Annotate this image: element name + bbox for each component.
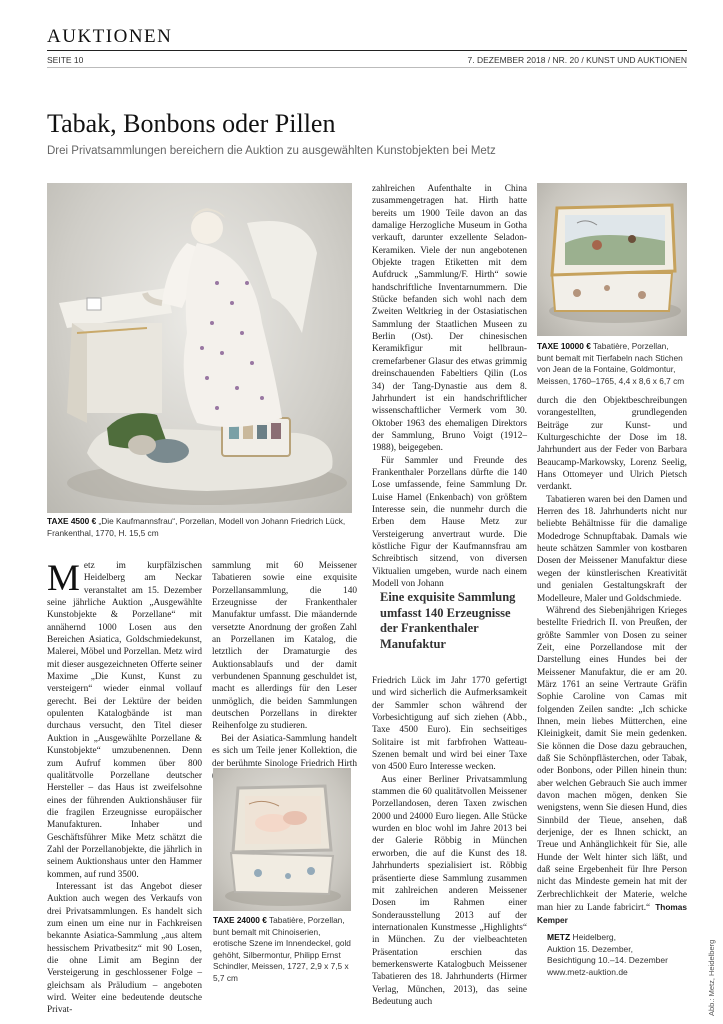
auction-house-name: METZ [547, 932, 571, 942]
figurine-taxe: TAXE 4500 € [47, 516, 97, 526]
article-headline: Tabak, Bonbons oder Pillen [47, 109, 336, 138]
author-byline: Thomas Kemper [537, 902, 687, 926]
masthead-rule [47, 50, 687, 51]
col1-paragraph: Interessant ist das Angebot dieser Auktion auch wegen des Verkaufs von drei Privatsammlungen. Es handelt sich zum einen um eine nur in Fachkreisen bekannte Asiatica-Sammlung „aus altem hessischem Privatbesitz“ mit 90 Losen, die ohne Limit am Beginn der Versteigerung in geschlossener Folge – gleichsam als Präludium – angeboten wird. Weiter eine bedeutende deutsche Privat- [47, 881, 202, 1016]
article-column-3-bottom [372, 675, 527, 1015]
col4-paragraph: durch die den Objektbeschreibungen vorangestellten, grundlegenden Beiträge zur Kunst- und Kulturgeschichte der Dose im 18. Jahrhundert aus der Feder von Barbara Beaucamp-Markowsky, Lorenz Seelig, Hans Ottomeyer und Ulrich Pietsch verdankt. [537, 396, 687, 493]
figurine-caption-text: „Die Kaufmannsfrau“, Porzellan, Modell von Johann Friedrich Lück, Frankenthal, 1770, H. 15,5 cm [47, 516, 346, 538]
snuffbox-fable-photo [537, 183, 687, 336]
col4-paragraph [537, 605, 687, 928]
image-credit: Abb.: Metz, Heidelberg [707, 939, 716, 1016]
page-number: SEITE 10 [47, 55, 84, 65]
auction-date: Auktion 15. Dezember, [547, 943, 633, 954]
auction-website[interactable]: www.metz-auktion.de [547, 966, 628, 977]
article-column-2 [212, 560, 357, 769]
col3-paragraph: Friedrich Lück im Jahr 1770 gefertigt und wird sicherlich die Aufmerksamkeit der Sammler schon während der Vorbesichtigung auf sich ziehen (Abb., Taxe 4500 Euro). Ein sechseitiges Solitaire ist mit farbfrohen Watteau-Szenen bemalt und wird bei einer Taxe von 4500 Euro Interesse wecken. [372, 676, 527, 773]
col2-paragraph: Bei der Asiatica-Sammlung handelt es sich um Teile jener Kollektion, die der berühmte Sinologe Friedrich Hirth [212, 733, 357, 769]
snuffbox-chinoiserie-photo [213, 768, 351, 911]
auction-infobox [547, 932, 697, 978]
auction-house-city: Heidelberg, [572, 932, 616, 942]
col3-paragraph: zahlreichen Aufenthalte in China zusammengetragen hat. Hirth hatte bereits um 1900 Teile davon an das damalige Herzogliche Museum in Gotha verkauft, darunter exzellente Seladon-Keramiken. Viele der nun angebotenen Objekte tragen Etiketten mit dem Aufdruck „Sammlung/F. Hirth“ sowie handschriftliche Inventarnummern. Die Stücke befanden sich wohl nach dem Zweiten Weltkrieg in der Ostasiatischen Sammlung der Staatlichen Museen zu Berlin (Ost). Der chinesischen Keramikfigur mit hellbraun-cremefarbener Glasur des etwas grimmig dreinschauenden Fabeltiers Qilin (Los 34) der Tang-Dynastie aus dem 8. Jahrhundert ist ein handschriftlicher wissenschaftlicher Vermerk vom 30. Oktober 1963 des ehemaligen Direktors der Sammlung, Bruno Voigt (1912–1988), beigegeben. [372, 184, 527, 454]
snuffbox-fable-taxe: TAXE 10000 € [537, 341, 591, 351]
pull-quote: Eine exquisite Sammlung umfasst 140 Erzeugnisse der Frankenthaler Manufaktur [380, 590, 516, 651]
viewing-dates: Besichtigung 10.–14. Dezember [547, 955, 668, 966]
section-masthead: AUKTIONEN [47, 26, 173, 47]
col4-paragraph-text: Während des Siebenjährigen Krieges bestellte Friedrich II. von Preußen, der größte Sammler von Dosen zu seiner Zeit, eine Porzellandose mit der Darstellung eines Hundes bei der Meissener Manufaktur, die er am 20. März 1761 an seine Vertraute Gräfin Sophie Caroline von Camas mit folgenden Zeilen sandte: „Ich schicke Ihnen, mein liebes Mütterchen, eine Kleinigkeit, damit Sie mein gedenken. Sie können die Dose dazu gebrauchen, daß Sie Schönpflästerchen, oder Tabak, oder Bonbons, oder Pillen hinein thun: aber welchen Gebrauch Sie auch immer davon machen mögen, denken Sie wenigstens, wenn Sie diesen Hund, dies Sinnbild der Tieue, ansehen, daß derjenige, der es Ihnen schickt, an Treue und Anhänglichkeit für Sie, alle Hunde der Welt hinter sich läßt, und daß seine Ergebenheit für Ihre Person nicht das Mindeste gemein hat mit der Zerbrechlichkeit der Materie, welche man hier zu Lande fabricirt.“ [537, 605, 687, 914]
snuffbox-chinoiserie-taxe: TAXE 24000 € [213, 915, 267, 925]
snuffbox-chinoiserie-caption [213, 915, 353, 985]
article-column-3-top [372, 183, 527, 589]
dropcap: M [47, 558, 80, 599]
col2-paragraph: sammlung mit 60 Meissener Tabatieren sowie eine exquisite Porzellansammlung, die 140 Erzeugnisse der Frankenthaler Manufaktur umfasst. Die mäandernde versetzte Anordnung der großen Zahl an Porzellanen im Katalog, die letztlich der Dramaturgie des Auktionsablaufs und der damit verbundenen Spannung geschuldet ist, macht es allerdings für den Leser unmöglich, die beiden Sammlungen deutschen Porzellans in direkter Reihenfolge zu studieren. [212, 561, 357, 732]
figurine-photo [47, 183, 352, 513]
snuffbox-fable-caption [537, 341, 687, 387]
article-column-4 [537, 395, 687, 926]
snuffbox-fable-illustration [537, 183, 687, 336]
col3-paragraph: Für Sammler und Freunde des Frankenthaler Porzellans dürfte die 140 Lose umfassende, feine Sammlung Dr. Luise Hamel (Enkenbach) von größtem Interesse sein, die nunmehr durch die Erben dem Hause Metz zur Versteigerung anvertraut wurde. Die köstliche Figur der Kaufmannsfrau am Schreibtisch sitzend, von diversen Viktualien umgeben, wurde nach einem Modell von Johann [372, 455, 527, 589]
figurine-caption [47, 516, 352, 539]
article-subhead: Drei Privatsammlungen bereichern die Auktion zu ausgewählten Kunstobjekten bei Metz [47, 145, 496, 157]
article-column-1 [47, 558, 202, 1016]
snuffbox-chinoiserie-illustration [213, 768, 351, 911]
col4-paragraph: Tabatieren waren bei den Damen und Herren des 18. Jahrhunderts nicht nur beliebte Behältnisse für die damalige Modedroge Schnupftabak. Damals wie heute schätzen Sammler von kostbaren Dosen der Meissener Manufaktur diese wegen der künstlerischen Kreativität und genialen Gestaltungskraft der Modelleure, Maler und Goldschmiede. [537, 494, 687, 604]
snuffbox-chinoiserie-caption-text: Tabatière, Porzellan, bunt bemalt mit Chinoiserien, erotische Szene im Innendeckel, gold gehöht, Silbermontur, Philipp Ernst Schindler, Meissen, 1727, 2,9 x 7,5 x 5,7 cm [213, 915, 351, 983]
snuffbox-fable-caption-text: Tabatière, Porzellan, bunt bemalt mit Tierfabeln nach Stichen von Jean de la Fontaine, Goldmontur, Meissen, 1760–1765, 4,4 x 8,6 x 6,7 cm [537, 341, 685, 386]
header-divider [47, 67, 687, 68]
col1-paragraph: etz im kurpfälzischen Heidelberg am Neckar veranstaltet am 15. Dezember seine jährliche Auktion „Ausgewählte Kunstobjekte & Porzellane“ mit annähernd 1000 Losen aus den Bereichen Asiatica, Goldschmiedekunst, Malerei, Möbel und Porzellan. Metz wird mit dieser ausgezeichneten Offerte seiner Maxime „Die Kunst, Kunst zu versteigern“ wieder einmal vollauf gerecht. Bei der Lektüre der beiden opulenten Katalogbände ist man durchaus versucht, den Titel dieser Auktion in „Ausgewählte Porzellane & Kunstobjekte“ umzubenennen. Denn zum Aufruf kommen über 800 qualitätvolle Porzellane deutscher Hersteller – das Haus ist zweifelsohne eines der führenden Auktionshäuser für die fragilen Erzeugnisse europäischer Manufakturen. Inhaber und Geschäftsführer Mike Metz schätzt die Zahl der Porzellanobjekte, die jährlich in seinem Auktionshaus unter den Hammer kommen, auf rund 3500. [47, 561, 202, 880]
col3-paragraph: Aus einer Berliner Privatsammlung stammen die 60 qualitätvollen Meissener Porzellandosen, deren Taxen zwischen 2000 und 24000 Euro liegen. Alle Stücke wurden en bloc wohl im Jahre 2013 bei der Galerie Röbbig in München erworben, die auf die Kunst des 18. Jahrhunderts spezialisiert ist. Röbbig präsentierte diese Sammlung zusammen mit zahlreichen anderen Meissener Dosen im Rahmen einer Sonderausstellung 2013 auf der internationalen Kunstmesse „Highlights“ in München. Zu der vielbeachteten Präsentation erschien das bemerkenswerte Katalogbuch Meissener Tabatieren des 18. Jahrhunderts (Hirmer Verlag, München, 2013), das seine Bedeutung auch [372, 774, 527, 1007]
figurine-illustration [47, 183, 352, 513]
issue-dateline: 7. DEZEMBER 2018 / NR. 20 / KUNST UND AUKTIONEN [467, 55, 687, 65]
